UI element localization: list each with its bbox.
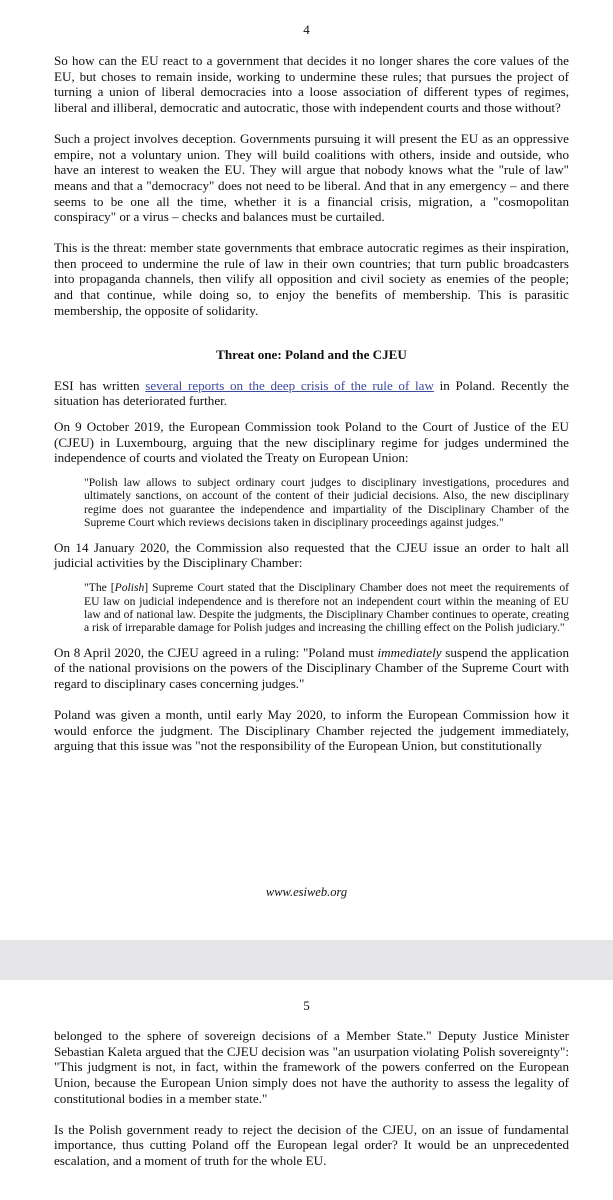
paragraph: On 14 January 2020, the Commission also requested that the CJEU issue an order to halt all judicial activities by the Disciplinary Chamber: <box>54 539 569 571</box>
paragraph: So how can the EU react to a government that decides it no longer shares the core values of the EU, but choses to remain inside, working to undermine these rules; that pursues the project of turning a union of liberal democracies into a loose association of different types of regimes, liberal and illiberal, democratic and autocratic, those with independent courts and those without? <box>54 53 569 116</box>
page-number: 5 <box>303 998 310 1013</box>
page-number: 4 <box>303 22 310 37</box>
quote-emphasis: Polish <box>114 581 145 595</box>
footer-website: www.esiweb.org <box>265 885 348 899</box>
paragraph-text: in Poland. Recently the situation has deteriorated further. <box>54 377 569 409</box>
paragraph: Poland was given a month, until early May 2020, to inform the European Commission how it would enforce the judgment. The Disciplinary Chamber rejected the judgement immediately, arguing that this issue was "not the responsibility of the European Union, but constitutionally <box>54 706 569 754</box>
page-body <box>54 1028 569 1169</box>
document-page-5 <box>0 980 613 1200</box>
paragraph <box>54 378 569 409</box>
block-quote <box>84 581 569 635</box>
quote-text: ] Supreme Court stated that the Disciplinary Chamber does not meet the requirements of EU law on judicial independence and is therefore not an independent court within the meaning of EU law and of national law. Despite the judgments, the Disciplinary Chamber continues to operate, creating a risk of irreparable damage for Polish judges and increasing the chilling effect on the Polish judiciary." <box>84 581 569 635</box>
paragraph: Such a project involves deception. Governments pursuing it will present the EU as an oppressive empire, not a voluntary union. They will build coalitions with others, inside and outside, who have an interest to weaken the EU. They will argue that nobody knows what the "rule of law" means and that a "democracy" does not need to be liberal. And that in any emergency – and there seems to be one all the time, whether it is a financial crisis, migration, a "cosmopolitan conspiracy" or a virus – checks and balances must be curtailed. <box>54 130 569 225</box>
paragraph: belonged to the sphere of sovereign decisions of a Member State." Deputy Justice Minister Sebastian Kaleta argued that the CJEU decision was "an usurpation violating Polish sovereignty": "This judgment is not, in fact, within the framework of the powers conferred on the European Union, because the European Union simply does not have the authority to assess the legality of constitutional bodies in a member state." <box>54 1028 569 1106</box>
paragraph: On 9 October 2019, the European Commission took Poland to the Court of Justice of the EU (CJEU) in Luxembourg, arguing that the new disciplinary regime for judges undermined the independence of courts and violated the Treaty on European Union: <box>54 418 569 466</box>
paragraph: Is the Polish government ready to reject the decision of the CJEU, on an issue of fundamental importance, thus cutting Poland off the European legal order? It would be an unprecedented escalation, and a moment of truth for the whole EU. <box>54 1121 569 1168</box>
section-heading: Threat one: Poland and the CJEU <box>216 346 407 362</box>
page-body <box>54 53 569 754</box>
page-separator <box>0 940 613 980</box>
reports-link[interactable]: several reports on the deep crisis of the rule of law <box>145 377 434 393</box>
paragraph <box>54 645 569 692</box>
quote-text: "The [ <box>84 581 115 595</box>
paragraph-emphasis: immediately <box>377 644 442 660</box>
paragraph: This is the threat: member state governments that embrace autocratic regimes as their inspiration, then proceed to undermine the rule of law in their own countries; that turn public broadcasters into propaganda channels, then vilify all opposition and civil society as enemies of the people; and that continue, while doing so, to enjoy the benefits of membership. This is parasitic membership, the opposite of solidarity. <box>54 240 569 318</box>
paragraph-text: suspend the application of the national provisions on the powers of the Disciplinary Chamber of the Supreme Court with regard to disciplinary cases concerning judges." <box>54 644 569 692</box>
paragraph-text: ESI has written <box>54 377 146 393</box>
block-quote: "Polish law allows to subject ordinary court judges to disciplinary investigations, procedures and ultimately sanctions, on account of the content of their judicial decisions. Also, the new disciplinary regime does not guarantee the independence and impartiality of the Disciplinary Chamber of the Supreme Court which reviews decisions taken in disciplinary proceedings against judges." <box>84 476 569 530</box>
paragraph-text: On 8 April 2020, the CJEU agreed in a ruling: "Poland must <box>54 644 378 660</box>
